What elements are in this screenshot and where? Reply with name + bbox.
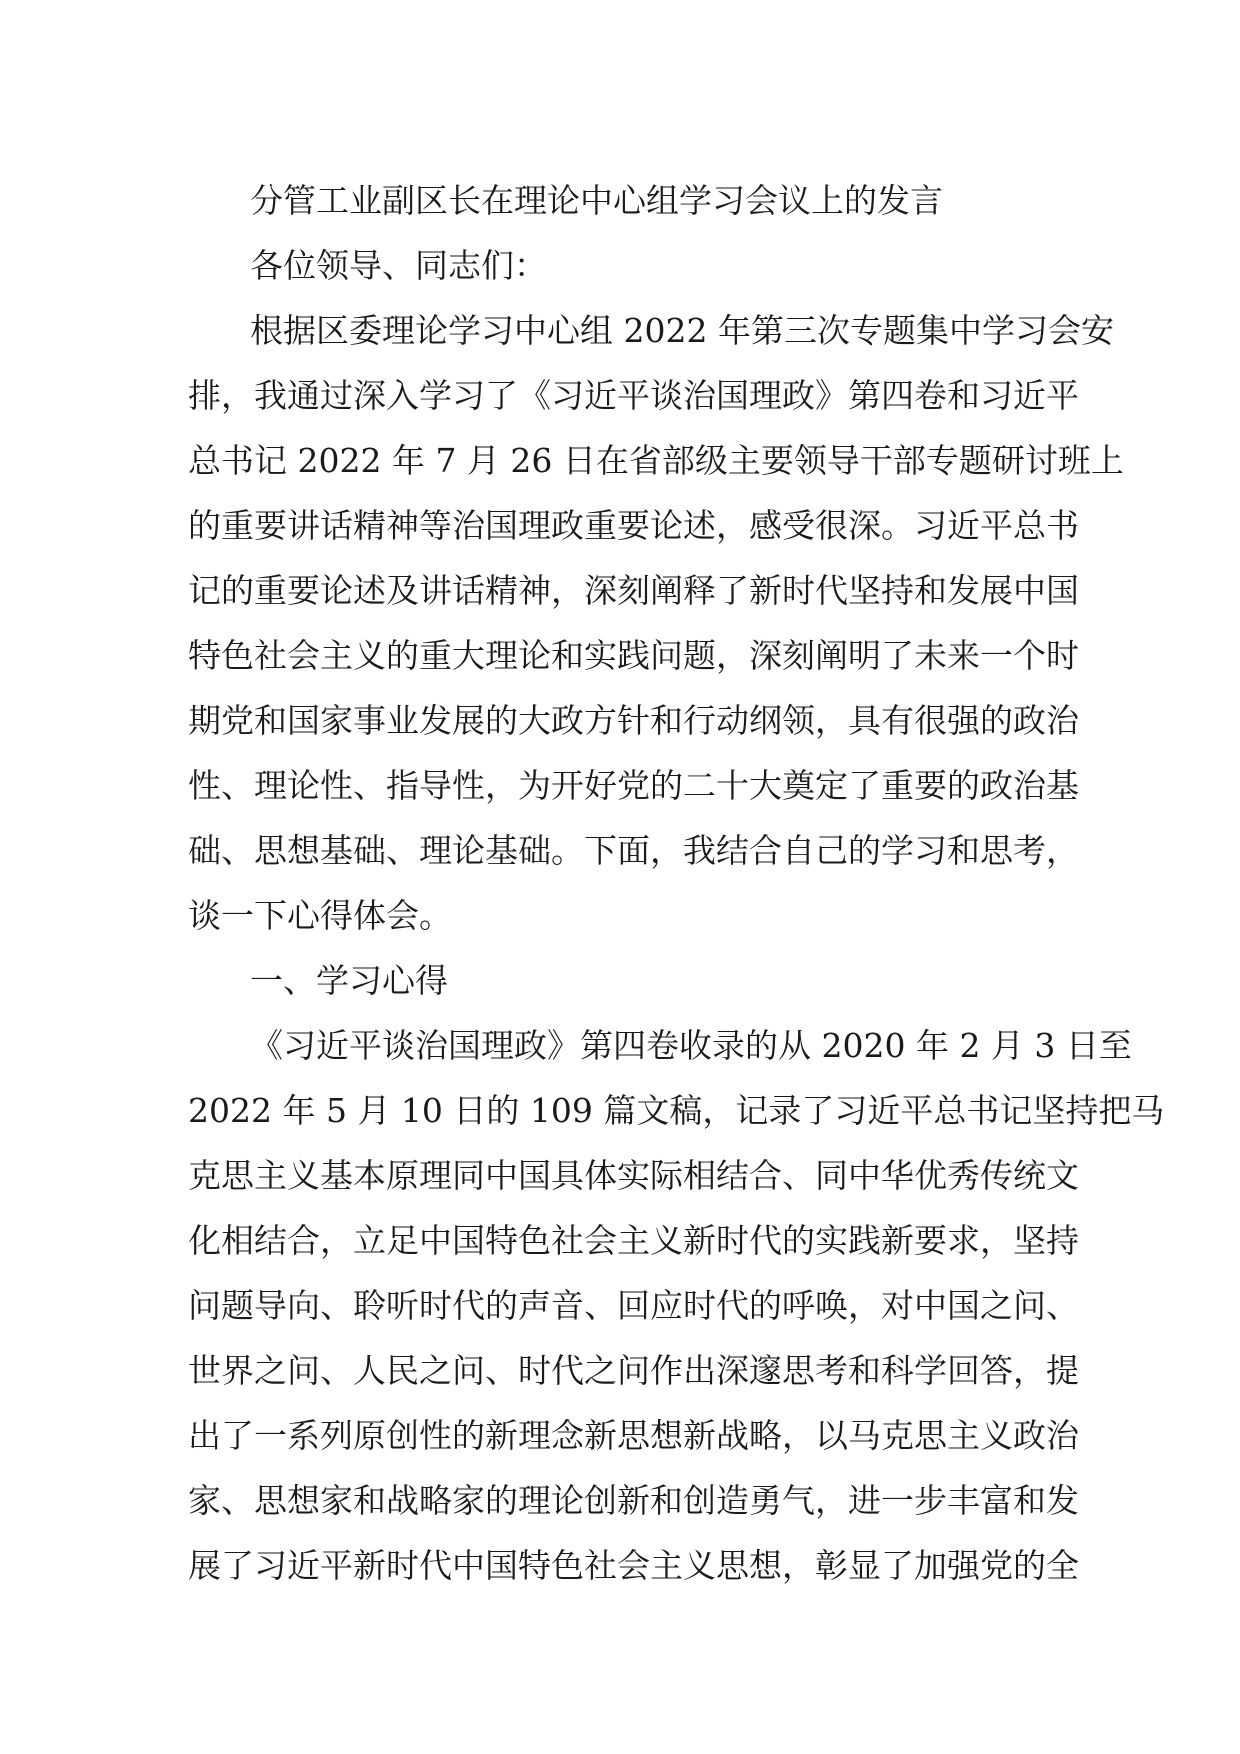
paragraph-line: 的重要讲话精神等治国理政重要论述，感受很深。习近平总书 bbox=[188, 506, 1079, 545]
paragraph-line: 期党和国家事业发展的大政方针和行动纲领，具有很强的政治 bbox=[188, 701, 1079, 740]
paragraph-line: 家、思想家和战略家的理论创新和创造勇气，进一步丰富和发 bbox=[188, 1481, 1079, 1520]
paragraph-line: 问题导向、聆听时代的声音、回应时代的呼唤，对中国之问、 bbox=[188, 1286, 1079, 1325]
document-title: 分管工业副区长在理论中心组学习会议上的发言 bbox=[250, 181, 943, 220]
paragraph-line: 展了习近平新时代中国特色社会主义思想，彰显了加强党的全 bbox=[188, 1546, 1079, 1585]
paragraph-line: 世界之问、人民之问、时代之问作出深邃思考和科学回答，提 bbox=[188, 1351, 1079, 1390]
paragraph-line: 出了一系列原创性的新理念新思想新战略，以马克思主义政治 bbox=[188, 1416, 1079, 1455]
paragraph-2 bbox=[188, 1013, 1165, 1598]
paragraph-line: 础、思想基础、理论基础。下面，我结合自己的学习和思考， bbox=[188, 831, 1079, 870]
paragraph-line: 总书记 2022 年 7 月 26 日在省部级主要领导干部专题研讨班上 bbox=[188, 441, 1124, 480]
paragraph-line: 性、理论性、指导性，为开好党的二十大奠定了重要的政治基 bbox=[188, 766, 1079, 805]
paragraph-1 bbox=[188, 298, 1124, 948]
paragraph-line: 《习近平谈治国理政》第四卷收录的从 2020 年 2 月 3 日至 bbox=[250, 1026, 1132, 1065]
section-heading: 一、学习心得 bbox=[250, 961, 448, 1000]
greeting: 各位领导、同志们： bbox=[250, 246, 547, 285]
paragraph-line: 化相结合，立足中国特色社会主义新时代的实践新要求，坚持 bbox=[188, 1221, 1079, 1260]
paragraph-line: 根据区委理论学习中心组 2022 年第三次专题集中学习会安 bbox=[250, 311, 1114, 350]
paragraph-line: 记的重要论述及讲话精神，深刻阐释了新时代坚持和发展中国 bbox=[188, 571, 1079, 610]
paragraph-line: 特色社会主义的重大理论和实践问题，深刻阐明了未来一个时 bbox=[188, 636, 1079, 675]
paragraph-line: 排，我通过深入学习了《习近平谈治国理政》第四卷和习近平 bbox=[188, 376, 1079, 415]
paragraph-line: 克思主义基本原理同中国具体实际相结合、同中华优秀传统文 bbox=[188, 1156, 1079, 1195]
paragraph-line: 谈一下心得体会。 bbox=[188, 896, 452, 935]
document-body bbox=[188, 168, 1165, 1598]
paragraph-line: 2022 年 5 月 10 日的 109 篇文稿，记录了习近平总书记坚持把马 bbox=[188, 1091, 1165, 1130]
